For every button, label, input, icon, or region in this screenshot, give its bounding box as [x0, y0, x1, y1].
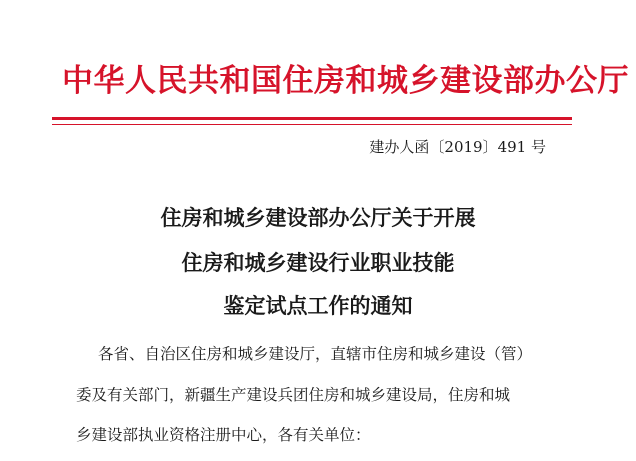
document-title-line-3: 鉴定试点工作的通知 — [223, 293, 413, 318]
body-text-line-1: 各省、自治区住房和城乡建设厅，直辖市住房和城乡建设（管） — [98, 345, 533, 363]
masthead-rule-thick — [52, 117, 572, 120]
body-text-line-3: 乡建设部执业资格注册中心，各有关单位： — [76, 426, 371, 444]
document-title-line-2: 住房和城乡建设行业职业技能 — [181, 250, 455, 275]
issuer-masthead: 中华人民共和国住房和城乡建设部办公厅 — [62, 63, 629, 99]
masthead-rule-thin — [52, 124, 572, 125]
document-title-line-1: 住房和城乡建设部办公厅关于开展 — [160, 205, 476, 230]
body-text-line-2: 委及有关部门，新疆生产建设兵团住房和城乡建设局，住房和城 — [76, 386, 511, 404]
document-number: 建办人函〔2019〕491 号 — [369, 138, 546, 156]
